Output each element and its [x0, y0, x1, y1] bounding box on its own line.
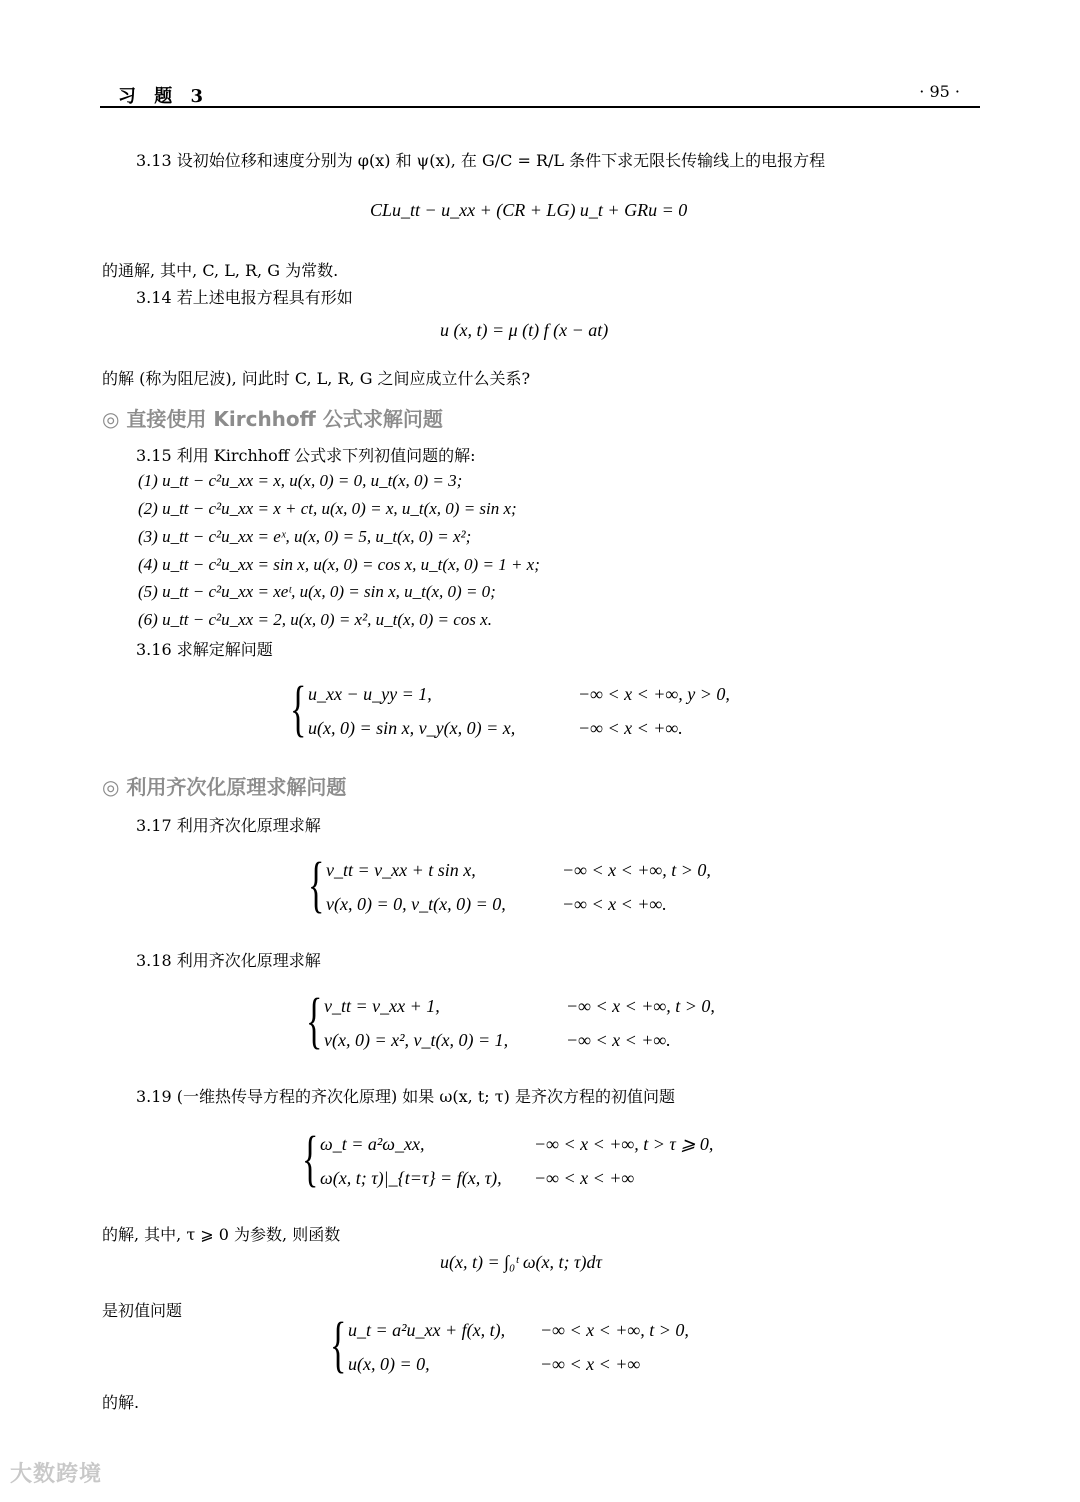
list-item-3-15-3: (3) u_tt − c²u_xx = eˣ, u(x, 0) = 5, u_t(x, 0) = x²;: [138, 527, 472, 546]
exercise-3-13: 3.13 设初始位移和速度分别为 φ(x) 和 ψ(x), 在 G/C = R/L 条件下求无限长传输线上的电报方程: [136, 151, 826, 170]
running-header-title: 习 题 3: [118, 86, 210, 107]
telegraph-equation: CLu_tt − u_xx + (CR + LG) u_t + GRu = 0: [370, 200, 688, 220]
left-brace: {: [308, 851, 325, 919]
list-item-3-15-6: (6) u_tt − c²u_xx = 2, u(x, 0) = x², u_t(x, 0) = cos x.: [138, 610, 492, 629]
system-row-2-left: u(x, 0) = sin x, v_y(x, 0) = x,: [308, 718, 516, 738]
left-brace: {: [306, 987, 323, 1055]
system-row-1-left: v_tt = v_xx + 1,: [324, 996, 440, 1016]
damped-wave-form: u (x, t) = μ (t) f (x − at): [440, 320, 609, 340]
exercise-3-19-cont2: 是初值问题: [102, 1301, 183, 1320]
system-row-2-right: −∞ < x < +∞: [534, 1168, 635, 1188]
system-row-2-right: −∞ < x < +∞: [540, 1354, 641, 1374]
system-row-2-left: v(x, 0) = x², v_t(x, 0) = 1,: [324, 1030, 509, 1050]
system-row-1-right: −∞ < x < +∞, t > τ ⩾ 0,: [534, 1134, 714, 1154]
header-rule: [100, 106, 980, 108]
equation-system-3-18: [306, 987, 796, 1058]
left-brace: {: [290, 675, 307, 743]
exercise-3-16: 3.16 求解定解问题: [136, 640, 273, 659]
exercise-3-15: 3.15 利用 Kirchhoff 公式求下列初值问题的解:: [136, 446, 476, 465]
section-heading-kirchhoff: ◎ 直接使用 Kirchhoff 公式求解问题: [102, 407, 443, 431]
integral-solution: u(x, t) = ∫₀ᵗ ω(x, t; τ)dτ: [440, 1252, 602, 1272]
section-heading-homogenization: ◎ 利用齐次化原理求解问题: [102, 775, 347, 799]
system-row-2-right: −∞ < x < +∞.: [578, 718, 683, 738]
system-row-1-right: −∞ < x < +∞, y > 0,: [578, 684, 730, 704]
equation-system-3-19b: [330, 1311, 770, 1382]
system-row-1-left: ω_t = a²ω_xx,: [320, 1134, 425, 1154]
system-row-1-left: v_tt = v_xx + t sin x,: [326, 860, 476, 880]
exercise-3-14-cont: 的解 (称为阻尼波), 问此时 C, L, R, G 之间应成立什么关系?: [102, 369, 531, 388]
exercise-3-14: 3.14 若上述电报方程具有形如: [136, 288, 353, 307]
exercise-3-13-cont: 的通解, 其中, C, L, R, G 为常数.: [102, 261, 339, 280]
system-row-1-right: −∞ < x < +∞, t > 0,: [566, 996, 715, 1016]
system-row-1-right: −∞ < x < +∞, t > 0,: [562, 860, 711, 880]
exercise-3-19-end: 的解.: [102, 1393, 140, 1412]
system-row-1-right: −∞ < x < +∞, t > 0,: [540, 1320, 689, 1340]
system-row-2-left: u(x, 0) = 0,: [348, 1354, 430, 1374]
equation-system-3-17: [308, 851, 788, 922]
system-row-2-right: −∞ < x < +∞.: [566, 1030, 671, 1050]
list-item-3-15-1: (1) u_tt − c²u_xx = x, u(x, 0) = 0, u_t(x, 0) = 3;: [138, 471, 463, 490]
list-item-3-15-5: (5) u_tt − c²u_xx = xeᵗ, u(x, 0) = sin x, u_t(x, 0) = 0;: [138, 582, 496, 601]
system-row-1-left: u_t = a²u_xx + f(x, t),: [348, 1320, 506, 1340]
exercise-3-19: 3.19 (一维热传导方程的齐次化原理) 如果 ω(x, t; τ) 是齐次方程的初值问题: [136, 1087, 675, 1106]
exercise-3-18: 3.18 利用齐次化原理求解: [136, 951, 321, 970]
list-item-3-15-4: (4) u_tt − c²u_xx = sin x, u(x, 0) = cos x, u_t(x, 0) = 1 + x;: [138, 555, 540, 574]
left-brace: {: [302, 1125, 319, 1193]
watermark: 大数跨境: [10, 1462, 103, 1487]
system-row-1-left: u_xx − u_yy = 1,: [308, 684, 432, 704]
left-brace: {: [330, 1311, 347, 1379]
system-row-2-left: ω(x, t; τ)|_{t=τ} = f(x, τ),: [320, 1168, 502, 1188]
system-row-2-left: v(x, 0) = 0, v_t(x, 0) = 0,: [326, 894, 506, 914]
list-item-3-15-2: (2) u_tt − c²u_xx = x + ct, u(x, 0) = x, u_t(x, 0) = sin x;: [138, 499, 517, 518]
system-row-2-right: −∞ < x < +∞.: [562, 894, 667, 914]
equation-system-3-19: [302, 1125, 802, 1196]
equation-system-3-16: [290, 675, 810, 746]
exercise-3-19-cont: 的解, 其中, τ ⩾ 0 为参数, 则函数: [102, 1225, 341, 1244]
exercise-3-17: 3.17 利用齐次化原理求解: [136, 816, 321, 835]
page-number: · 95 ·: [919, 82, 960, 101]
